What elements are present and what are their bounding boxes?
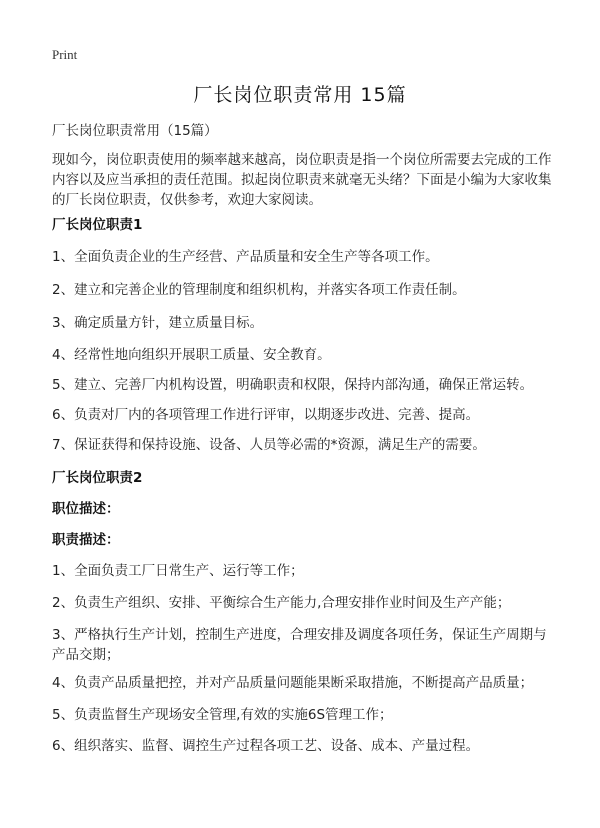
document-title: 厂长岗位职责常用 15篇 (193, 84, 407, 106)
list-item: 7、保证获得和保持设施、设备、人员等必需的*资源，满足生产的需要。 (52, 437, 486, 453)
intro-paragraph: 现如今，岗位职责使用的频率越来越高，岗位职责是指一个岗位所需要去完成的工作内容以及应当承担的责任范围。拟起岗位职责来就毫无头绪？下面是小编为大家收集的厂长岗位职责，仅供参考，欢迎大家阅读。 (52, 152, 552, 208)
list-item: 1、全面负责企业的生产经营、产品质量和安全生产等各项工作。 (52, 249, 439, 265)
list-item: 5、建立、完善厂内机构设置，明确职责和权限，保持内部沟通，确保正常运转。 (52, 377, 534, 393)
section-heading-1: 厂长岗位职责1 (52, 217, 143, 233)
list-item: 6、负责对厂内的各项管理工作进行评审，以期逐步改进、完善、提高。 (52, 407, 480, 423)
list-item: 1、全面负责工厂日常生产、运行等工作； (52, 563, 304, 579)
list-item: 4、经常性地向组织开展职工质量、安全教育。 (52, 347, 331, 363)
duty-description-label: 职责描述： (52, 532, 120, 548)
list-item: 5、负责监督生产现场安全管理,有效的实施6S管理工作； (52, 707, 393, 723)
list-item: 4、负责产品质量把控，并对产品质量问题能果断采取措施，不断提高产品质量； (52, 675, 534, 691)
list-item: 3、确定质量方针，建立质量目标。 (52, 315, 264, 331)
list-item: 2、建立和完善企业的管理制度和组织机构，并落实各项工作责任制。 (52, 282, 466, 298)
list-item: 3、严格执行生产计划，控制生产进度，合理安排及调度各项任务，保证生产周期与产品交期； (52, 627, 547, 663)
list-item: 2、负责生产组织、安排、平衡综合生产能力,合理安排作业时间及生产产能； (52, 595, 511, 611)
print-label: Print (52, 47, 78, 62)
subtitle: 厂长岗位职责常用（15篇） (52, 123, 218, 139)
section-heading-2: 厂长岗位职责2 (52, 470, 143, 486)
list-item: 6、组织落实、监督、调控生产过程各项工艺、设备、成本、产量过程。 (52, 738, 480, 754)
position-description-label: 职位描述： (52, 501, 120, 517)
